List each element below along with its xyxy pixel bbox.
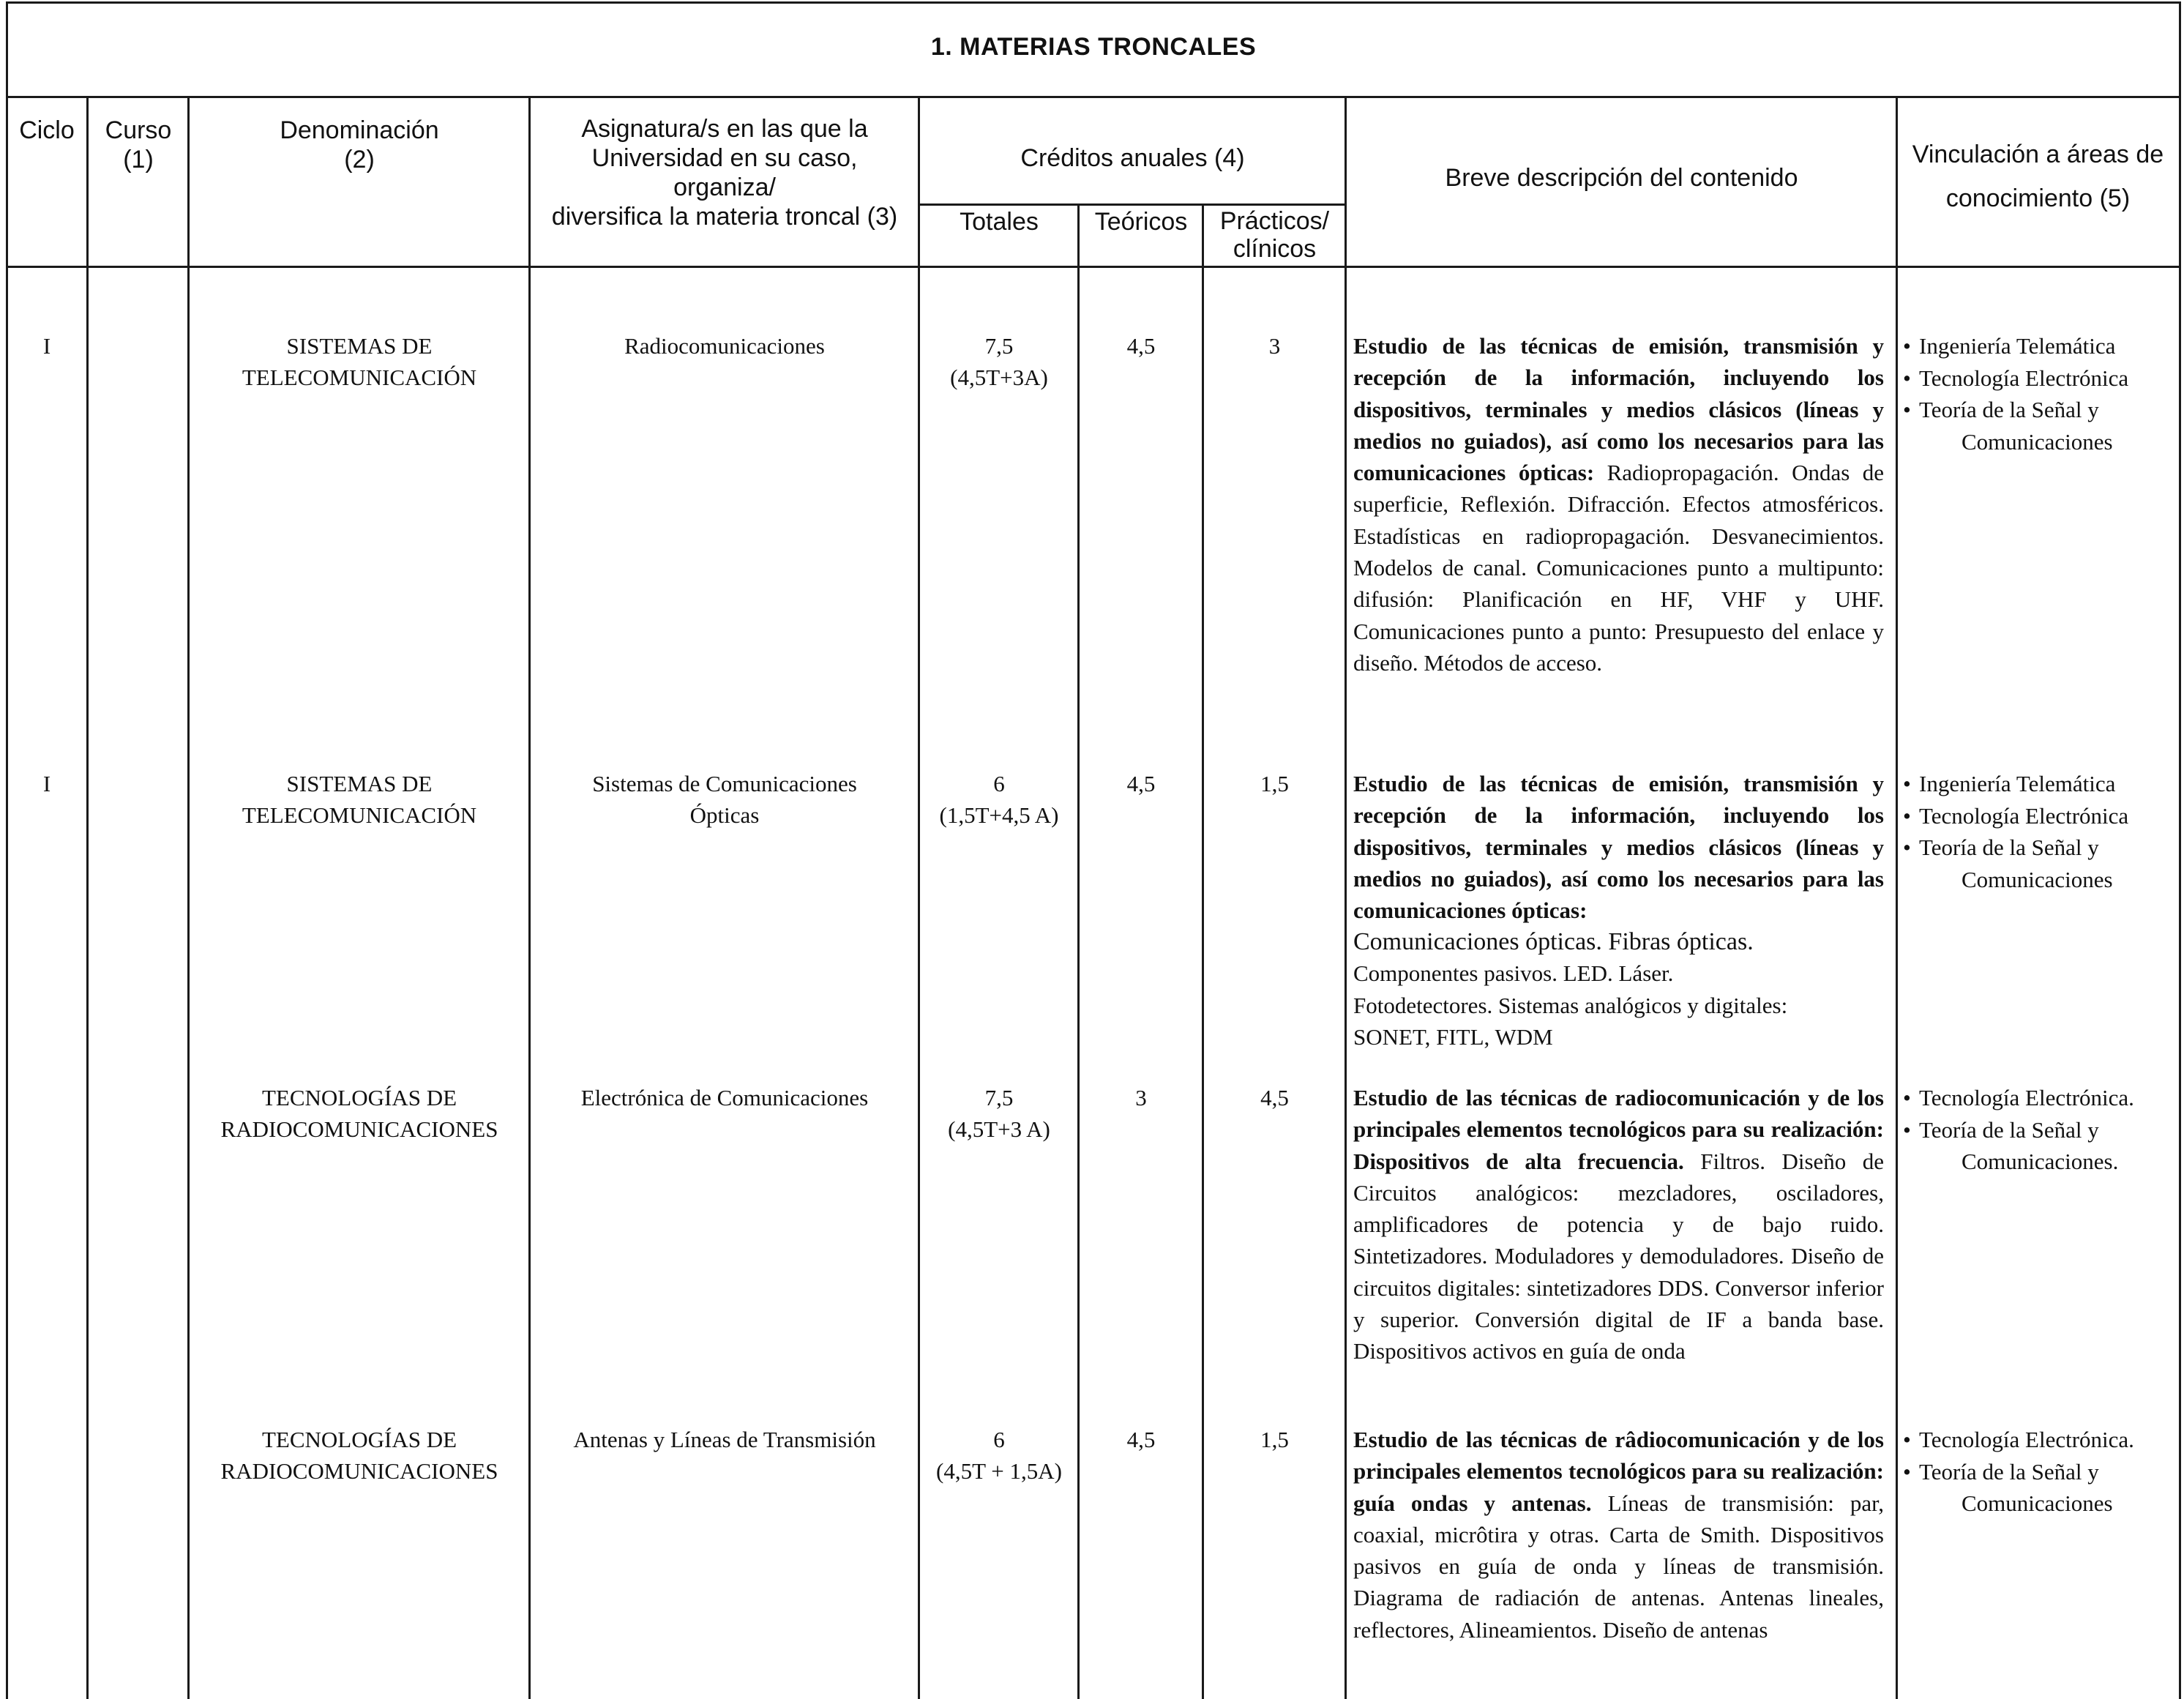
row2-descripcion-line: SONET, FITL, WDM [1353, 1024, 1553, 1050]
row3-descripcion [1353, 1082, 1884, 1367]
area-list-item: • Teoría de la Señal y [1901, 1456, 2180, 1488]
area-list-item: • Teoría de la Señal y [1901, 1114, 2180, 1146]
row4-descripcion-detail: Líneas de transmisión: par, coaxial, micrôtira y otras. Carta de Smith. Dispositivos pasivos en guía de onda y líneas de transmisión. Diagrama de radiación de antenas. Antenas lineales, reflectores, Alineamientos. Diseño de antenas [1353, 1490, 1885, 1643]
header-curso: Curso (1) [105, 116, 172, 173]
row4-areas [1901, 1424, 2180, 1520]
row4-denominacion: TECNOLOGÍAS DE RADIOCOMUNICACIONES [220, 1427, 498, 1484]
header-bottom-border [6, 266, 2181, 268]
row2-practicos: 1,5 [1260, 771, 1289, 796]
row3-practicos: 4,5 [1260, 1085, 1289, 1110]
row3-descripcion-intro: Estudio de las técnicas de radiocomunicación y de los principales elementos tecnológicos para su realización: Dispositivos de alta frecuencia. [1353, 1085, 1884, 1174]
area-list-item-continuation: Comunicaciones [1962, 866, 2113, 892]
row1-descripcion-intro: Estudio de las técnicas de emisión, transmisión y recepción de la información, incluyendo los dispositivos, terminales y medios clásicos (líneas y medios no guiados), así como los necesarios para las comunicaciones ópticas: [1353, 333, 1884, 486]
row4-asignatura: Antenas y Líneas de Transmisión [573, 1427, 876, 1452]
row3-denominacion: TECNOLOGÍAS DE RADIOCOMUNICACIONES [220, 1085, 498, 1142]
row1-descripcion [1353, 330, 1884, 679]
page-title: 1. MATERIAS TRONCALES [930, 33, 1257, 61]
header-teoricos: Teóricos [1094, 208, 1188, 236]
row1-totales: 7,5 (4,5T+3A) [950, 333, 1048, 390]
row2-descripcion-intro: Estudio de las técnicas de emisión, transmisión y recepción de la información, incluyendo los dispositivos, terminales y medios clásicos (líneas y medios no guiados), así como los necesarios para las comunicaciones ópticas: [1353, 771, 1884, 924]
row2-denominacion: SISTEMAS DE TELECOMUNICACIÓN [242, 771, 477, 828]
area-list-item: • Ingeniería Telemática [1901, 768, 2180, 800]
row4-teoricos: 4,5 [1126, 1427, 1156, 1452]
area-list-item-continuation: Comunicaciones [1962, 1490, 2113, 1516]
area-list-item: • Ingeniería Telemática [1901, 330, 2180, 362]
row2-teoricos: 4,5 [1126, 771, 1156, 796]
row3-areas [1901, 1082, 2180, 1178]
table-top-border [6, 1, 2181, 4]
row2-areas [1901, 768, 2180, 895]
row4-practicos: 1,5 [1260, 1427, 1289, 1452]
row3-totales: 7,5 (4,5T+3 A) [948, 1085, 1050, 1142]
header-descripcion: Breve descripción del contenido [1445, 164, 1798, 192]
header-asignaturas: Asignatura/s en las que la Universidad en su caso, organiza/ diversifica la materia troncal (3) [551, 115, 898, 231]
row1-practicos: 3 [1268, 333, 1281, 359]
header-denominacion: Denominación (2) [280, 116, 439, 173]
header-creditos-anuales: Créditos anuales (4) [1020, 144, 1245, 172]
area-list-item: • Tecnología Electrónica. [1901, 1082, 2180, 1114]
area-list-item: • Tecnología Electrónica [1901, 800, 2180, 832]
table-left-border [6, 1, 8, 1699]
row1-denominacion: SISTEMAS DE TELECOMUNICACIÓN [242, 333, 477, 390]
title-bottom-border [6, 96, 2181, 98]
area-list-item-continuation: Comunicaciones [1962, 428, 2113, 455]
area-list-item: • Tecnología Electrónica. [1901, 1424, 2180, 1456]
row3-descripcion-detail: Filtros. Diseño de Circuitos analógicos: mezcladores, osciladores, amplificadores de potencia y de bajo ruido. Sintetizadores. Moduladores y demoduladores. Diseño de circuitos digitales: sintetizadores DDS. Conversor inferior y superior. Conversión digital de IF a banda base. Dispositivos activos en guía de onda [1353, 1148, 1885, 1364]
row1-teoricos: 4,5 [1126, 333, 1156, 359]
area-list-item: • Teoría de la Señal y [1901, 394, 2180, 426]
row2-descripcion-line: Comunicaciones ópticas. Fibras ópticas. [1353, 928, 1754, 956]
area-list-item: • Teoría de la Señal y [1901, 832, 2180, 864]
row4-descripcion-intro: Estudio de las técnicas de râdiocomunicación y de los principales elementos tecnológicos para su realización: guía ondas y antenas. [1353, 1427, 1884, 1516]
header-ciclo: Ciclo [19, 116, 75, 144]
header-totales: Totales [960, 208, 1039, 236]
row4-descripcion [1353, 1424, 1884, 1646]
row4-totales: 6 (4,5T + 1,5A) [936, 1427, 1062, 1484]
row3-teoricos: 3 [1135, 1085, 1147, 1110]
area-list-item: • Tecnología Electrónica [1901, 362, 2180, 395]
row1-asignatura: Radiocomunicaciones [624, 333, 825, 359]
header-practicos: Prácticos/ clínicos [1219, 207, 1330, 263]
row2-totales: 6 (1,5T+4,5 A) [939, 771, 1059, 828]
col-divider-descripcion [1896, 96, 1898, 1699]
row2-descripcion-line: Componentes pasivos. LED. Láser. [1353, 960, 1674, 987]
col-divider-teoricos [1202, 203, 1204, 1699]
row2-asignatura: Sistemas de Comunicaciones Ópticas [592, 771, 857, 828]
row2-descripcion [1353, 768, 1884, 1053]
row2-ciclo: I [42, 771, 51, 796]
row2-descripcion-line: Fotodetectores. Sistemas analógicos y digitales: [1353, 992, 1788, 1018]
row1-descripcion-detail: Radiopropagación. Ondas de superficie, Reflexión. Difracción. Efectos atmosféricos. Estadísticas en radiopropagación. Desvanecimientos. Modelos de canal. Comunicaciones punto a multipunto: difusión: Planificación en HF, VHF y UHF. Comunicaciones punto a punto: Presupuesto del enlace y diseño. Métodos de acceso. [1353, 460, 1884, 676]
creditos-divider [918, 203, 1347, 206]
row1-ciclo: I [42, 333, 51, 359]
row3-asignatura: Electrónica de Comunicaciones [580, 1085, 869, 1110]
area-list-item-continuation: Comunicaciones. [1962, 1149, 2119, 1174]
row1-areas [1901, 330, 2180, 458]
header-vinculacion: Vinculación a áreas de conocimiento (5) [1912, 141, 2164, 212]
